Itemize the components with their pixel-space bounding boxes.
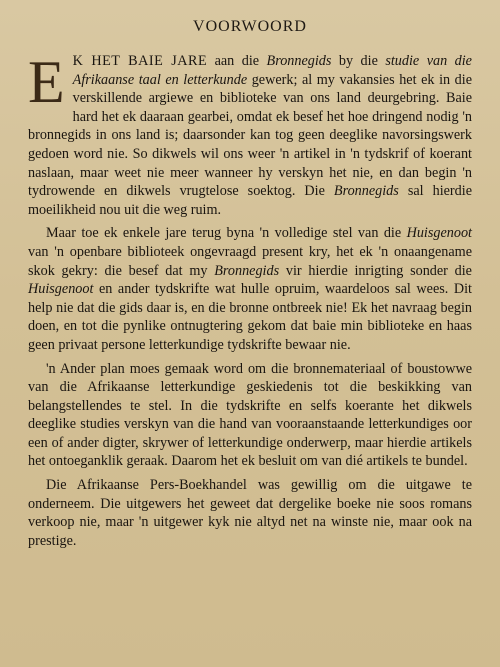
drop-cap-letter: E bbox=[28, 49, 65, 115]
paragraph-1-italic: studie van die Afrikaanse taal en letterkunde bbox=[72, 53, 472, 88]
paragraph-1-text: by die bbox=[331, 53, 386, 69]
paragraph-1-italic: Bronnegids bbox=[266, 53, 332, 69]
paragraph-1-lead: K HET BAIE JARE bbox=[72, 53, 208, 69]
page-heading: VOORWOORD bbox=[193, 18, 307, 35]
paragraph-1-text: gewerk; al my vakansies het ek in die verskillende argiewe en biblioteke van ons land deurgebring. Baie hard het ek daaraan gearbei, omdat ek besef het hoe dringend nodig 'n bronnegids in ons land is; daarsonder kan tog geen deeglike navorsingswerk gedoen word nie. So dikwels wil ons weer 'n artikel in 'n tydskrif of koerant naslaan, maar weet nie meer wanneer hy verskyn het nie, en dan begin 'n tydrowende en dikwels vrugtelose soektog. Die bbox=[28, 71, 473, 200]
paragraph-2-text: en ander tydskrifte wat hulle opruim, waardeloos sal wees. Dit help nie dat die gids daar is, en die bronne ontbreek nie! Ek het navraag begin doen, en tot die pynlike ontnugtering gekom dat baie min biblioteke en haas geen privaat persone letterkundige tydskrifte bewaar nie. bbox=[28, 281, 472, 353]
paragraph-2-text: vir hierdie inrigting sonder die bbox=[279, 262, 472, 279]
paragraph-1 bbox=[28, 49, 473, 219]
paragraph-2-italic: Bronnegids bbox=[214, 262, 280, 279]
paragraph-2-text: van 'n openbare biblioteek ongevraagd present kry, het ek 'n onaangename skok gekry: die besef dat my bbox=[28, 243, 472, 279]
paragraph-4: Die Afrikaanse Pers-Boekhandel was gewillig om die uitgawe te onderneem. Die uitgewers het geweet dat dergelike boeke nie soos romans verkoop nie, maar 'n uitgewer kyk nie altyd net na winste nie, maar ook na prestige. bbox=[28, 477, 472, 549]
paragraph-1-text: aan die bbox=[207, 53, 267, 69]
preface-body bbox=[28, 49, 473, 555]
paragraph-1-text: sal hierdie moeilikheid nou uit die weg ruim. bbox=[28, 183, 472, 218]
paragraph-2-italic: Huisgenoot bbox=[406, 225, 472, 242]
paragraph-2-italic: Huisgenoot bbox=[28, 281, 94, 298]
paragraph-2 bbox=[28, 224, 472, 354]
paragraph-3: 'n Ander plan moes gemaak word om die bronnemateriaal of boustowwe van die Afrikaanse letterkundige geskiedenis tot die beskikking van belangstellendes te stel. In die tydskrifte en selfs koerante het dikwels deeglike studies verskyn van die hand van vooraanstaande letterkundiges oor een of ander digter, skrywer of letterkundige onderwerp, maar hierdie artikels het ontoeganklik geraak. Daarom het ek besluit om van dié artikels te bundel. bbox=[28, 360, 472, 470]
paragraph-2-text: Maar toe ek enkele jare terug byna 'n volledige stel van die bbox=[46, 225, 407, 242]
paragraph-1-italic: Bronnegids bbox=[333, 183, 399, 200]
